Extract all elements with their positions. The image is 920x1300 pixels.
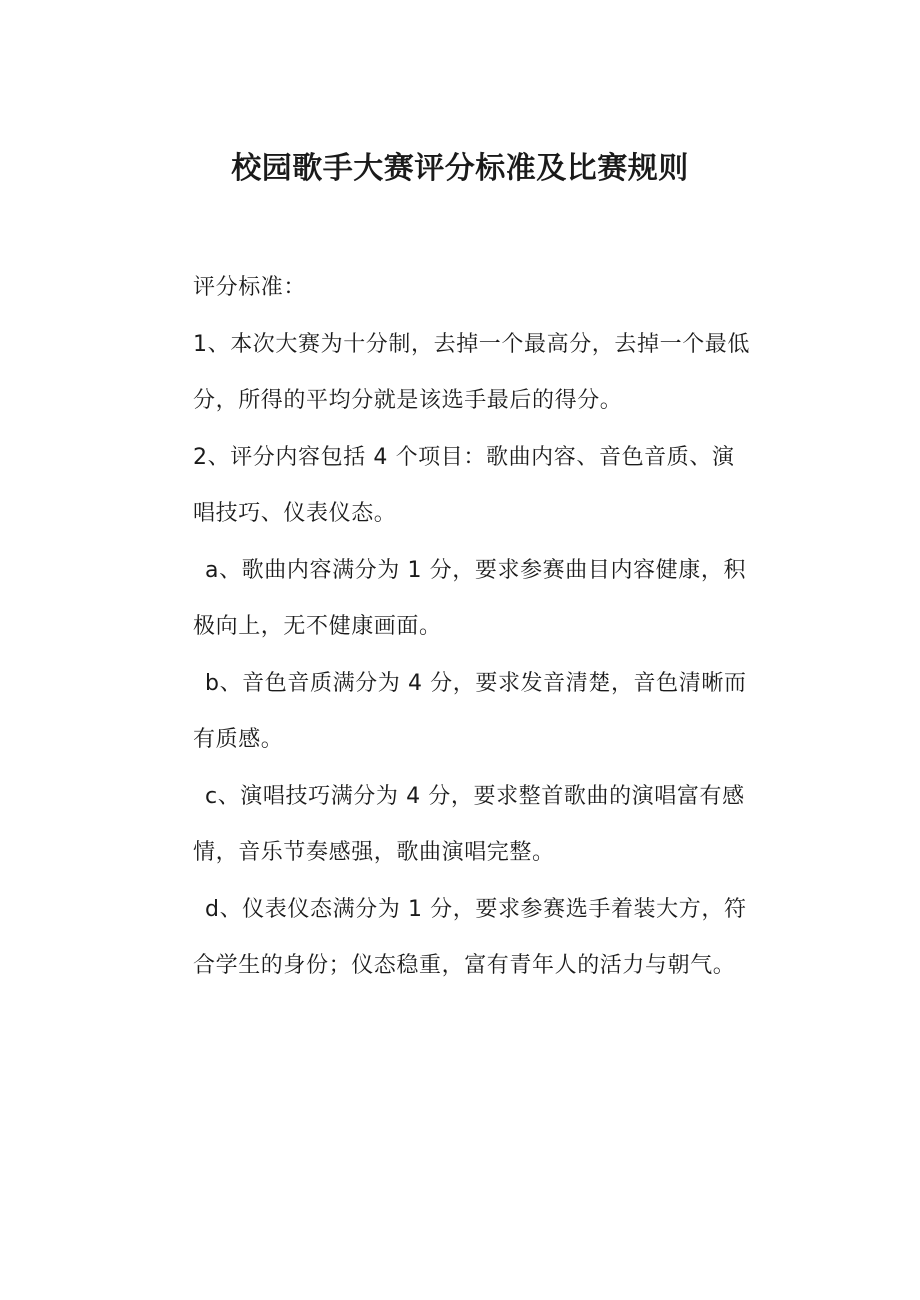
- criterion-c: c、演唱技巧满分为 4 分，要求整首歌曲的演唱富有感情，音乐节奏感强，歌曲演唱完整。: [193, 783, 745, 865]
- document-title: 校园歌手大赛评分标准及比赛规则: [231, 151, 689, 186]
- rule-item-1: 1、本次大赛为十分制，去掉一个最高分，去掉一个最低分，所得的平均分就是该选手最后的得分。: [193, 331, 750, 413]
- criterion-b: b、音色音质满分为 4 分，要求发音清楚，音色清晰而有质感。: [193, 670, 747, 752]
- rule-item-2: 2、评分内容包括 4 个项目：歌曲内容、音色音质、演唱技巧、仪表仪态。: [193, 444, 735, 526]
- criterion-a: a、歌曲内容满分为 1 分，要求参赛曲目内容健康，积极向上，无不健康画面。: [193, 557, 747, 639]
- criterion-d: d、仪表仪态满分为 1 分，要求参赛选手着装大方，符合学生的身份；仪态稳重，富有青年人的活力与朝气。: [193, 896, 747, 978]
- section-heading: 评分标准：: [193, 275, 307, 300]
- document-body: [193, 260, 753, 995]
